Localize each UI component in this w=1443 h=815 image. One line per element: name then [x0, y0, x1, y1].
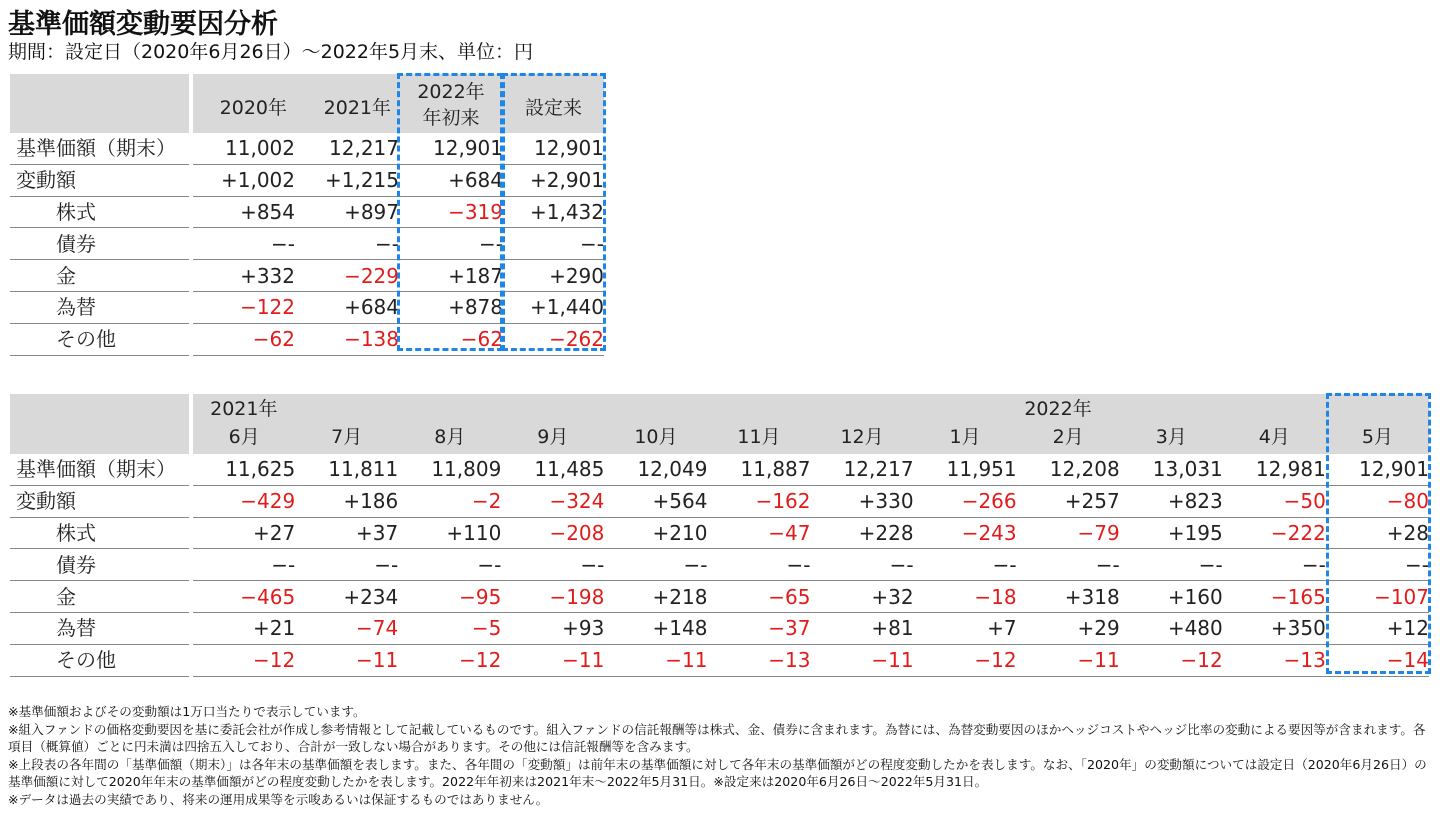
cell-value: −229	[295, 260, 399, 292]
row-label: 変動額	[10, 164, 191, 196]
cell-value: −-	[1326, 549, 1429, 581]
cell-value: 11,951	[914, 454, 1017, 485]
cell-value: +1,440	[503, 291, 604, 323]
cell-value: +234	[295, 581, 398, 613]
cell-value: −62	[191, 323, 295, 355]
cell-value: +2,901	[503, 164, 604, 196]
cell-value: 12,901	[503, 133, 604, 164]
cell-value: 13,031	[1120, 454, 1223, 485]
cell-value: 12,049	[604, 454, 707, 485]
cell-value: −13	[707, 644, 810, 676]
cell-value: 11,002	[191, 133, 295, 164]
month-header: 11月	[707, 422, 810, 454]
footnote-1: ※基準価額およびその変動額は1万口当たりで表示しています。	[8, 704, 366, 719]
table-2-row	[10, 612, 1429, 644]
cell-value: +318	[1017, 581, 1120, 613]
cell-value: −62	[399, 323, 503, 355]
row-label: 金	[10, 581, 191, 613]
table-1-row	[10, 133, 604, 164]
cell-value: +210	[604, 517, 707, 549]
table-2-row	[10, 581, 1429, 613]
cell-value: −12	[1120, 644, 1223, 676]
month-header: 3月	[1120, 422, 1223, 454]
table-1-row	[10, 196, 604, 228]
page-title: 基準価額変動要因分析	[8, 9, 278, 40]
cell-value: −266	[914, 485, 1017, 517]
table-1-row	[10, 291, 604, 323]
cell-value: −12	[914, 644, 1017, 676]
cell-value: +1,215	[295, 164, 399, 196]
cell-value: +684	[295, 291, 399, 323]
monthly-month-row	[10, 422, 1429, 454]
month-header: 5月	[1326, 422, 1429, 454]
cell-value: −319	[399, 196, 503, 228]
cell-value: +32	[811, 581, 914, 613]
cell-value: −-	[914, 549, 1017, 581]
cell-value: −-	[503, 228, 604, 260]
cell-value: −165	[1223, 581, 1326, 613]
cell-value: +160	[1120, 581, 1223, 613]
cell-value: −50	[1223, 485, 1326, 517]
cell-value: 11,485	[501, 454, 604, 485]
month-header: 8月	[398, 422, 501, 454]
cell-value: −198	[501, 581, 604, 613]
cell-value: −47	[707, 517, 810, 549]
annual-header-since-inception: 設定来	[503, 74, 604, 133]
cell-value: −-	[604, 549, 707, 581]
cell-value: −-	[398, 549, 501, 581]
table-2-row	[10, 517, 1429, 549]
cell-value: +897	[295, 196, 399, 228]
cell-value: −-	[1223, 549, 1326, 581]
cell-value: −-	[191, 549, 295, 581]
cell-value: 11,625	[191, 454, 295, 485]
cell-value: +81	[811, 612, 914, 644]
cell-value: −138	[295, 323, 399, 355]
cell-value: −2	[398, 485, 501, 517]
cell-value: −465	[191, 581, 295, 613]
footnote-2: ※組入ファンドの価格変動要因を基に委託会社が作成し参考情報として記載しているものです。組入ファンドの信託報酬等は株式、金、債券に含まれます。為替には、為替変動要因のほかヘッジコストやヘッジ比率の変動による要因等が含まれます。各項目（概算値）ごとに円未満は四捨五入しており、合計が一致しない場合があります。その他には信託報酬等を含みます。	[8, 721, 1426, 755]
cell-value: +110	[398, 517, 501, 549]
cell-value: −79	[1017, 517, 1120, 549]
cell-value: +7	[914, 612, 1017, 644]
cell-value: −107	[1326, 581, 1429, 613]
row-label: 変動額	[10, 485, 191, 517]
row-label: その他	[10, 644, 191, 676]
annual-header-ytd: 2022年 年初来	[399, 74, 503, 133]
cell-value: +93	[501, 612, 604, 644]
cell-value: +878	[399, 291, 503, 323]
cell-value: −162	[707, 485, 810, 517]
cell-value: −-	[399, 228, 503, 260]
cell-value: −-	[191, 228, 295, 260]
cell-value: +854	[191, 196, 295, 228]
cell-value: −11	[811, 644, 914, 676]
header-corner	[10, 394, 191, 454]
table-1-row	[10, 164, 604, 196]
cell-value: +330	[811, 485, 914, 517]
cell-value: −-	[707, 549, 810, 581]
row-label: その他	[10, 323, 191, 355]
table-2-row	[10, 644, 1429, 676]
cell-value: +564	[604, 485, 707, 517]
cell-value: 11,809	[398, 454, 501, 485]
annual-factor-table	[10, 74, 604, 356]
row-label: 債券	[10, 228, 191, 260]
table-2-row	[10, 485, 1429, 517]
cell-value: −11	[501, 644, 604, 676]
cell-value: 11,887	[707, 454, 810, 485]
cell-value: −-	[501, 549, 604, 581]
year-label-2022: 2022年	[914, 394, 1120, 422]
page-subtitle: 期間：設定日（2020年6月26日）～2022年5月末、単位：円	[8, 41, 534, 63]
annual-header-2021: 2021年	[295, 74, 399, 133]
cell-value: +187	[399, 260, 503, 292]
cell-value: +186	[295, 485, 398, 517]
cell-value: −-	[295, 228, 399, 260]
cell-value: 12,217	[811, 454, 914, 485]
row-label: 基準価額（期末）	[10, 133, 191, 164]
cell-value: −37	[707, 612, 810, 644]
cell-value: −122	[191, 291, 295, 323]
cell-value: +12	[1326, 612, 1429, 644]
cell-value: 12,217	[295, 133, 399, 164]
cell-value: −222	[1223, 517, 1326, 549]
cell-value: +257	[1017, 485, 1120, 517]
cell-value: −80	[1326, 485, 1429, 517]
row-label: 株式	[10, 196, 191, 228]
cell-value: −65	[707, 581, 810, 613]
cell-value: −12	[191, 644, 295, 676]
cell-value: +350	[1223, 612, 1326, 644]
cell-value: −18	[914, 581, 1017, 613]
month-header: 9月	[501, 422, 604, 454]
cell-value: −-	[1017, 549, 1120, 581]
month-header: 10月	[604, 422, 707, 454]
cell-value: +21	[191, 612, 295, 644]
row-label: 株式	[10, 517, 191, 549]
cell-value: +1,432	[503, 196, 604, 228]
month-header: 12月	[811, 422, 914, 454]
cell-value: −262	[503, 323, 604, 355]
cell-value: −74	[295, 612, 398, 644]
cell-value: +27	[191, 517, 295, 549]
table-1-row	[10, 260, 604, 292]
cell-value: −95	[398, 581, 501, 613]
year-label-2021: 2021年	[191, 394, 295, 422]
header-corner	[10, 74, 191, 133]
monthly-year-row	[10, 394, 1429, 422]
cell-value: 12,208	[1017, 454, 1120, 485]
cell-value: +332	[191, 260, 295, 292]
cell-value: +823	[1120, 485, 1223, 517]
cell-value: −11	[1017, 644, 1120, 676]
cell-value: −5	[398, 612, 501, 644]
row-label: 基準価額（期末）	[10, 454, 191, 485]
cell-value: +37	[295, 517, 398, 549]
annual-header-row	[10, 74, 604, 133]
cell-value: −14	[1326, 644, 1429, 676]
table-1-row	[10, 323, 604, 355]
table-2-row	[10, 454, 1429, 485]
month-header: 7月	[295, 422, 398, 454]
footnote-3: ※上段表の各年間の「基準価額（期末）」は各年末の基準価額を表します。また、各年間の「変動額」は前年末の基準価額に対して各年末の基準価額がどの程度変動したかを表します。なお、「2020年」の変動額については設定日（2020年6月26日）の基準価額に対して2020年年末の基準価額がどの程度変動したかを表します。2022年年初来は2021年末～2022年5月31日。※設定来は2020年6月26日～2022年5月31日。	[8, 756, 1427, 790]
row-label: 為替	[10, 291, 191, 323]
cell-value: +148	[604, 612, 707, 644]
table-1-row	[10, 228, 604, 260]
cell-value: −324	[501, 485, 604, 517]
cell-value: +684	[399, 164, 503, 196]
cell-value: −429	[191, 485, 295, 517]
cell-value: −-	[295, 549, 398, 581]
cell-value: 12,901	[399, 133, 503, 164]
row-label: 債券	[10, 549, 191, 581]
cell-value: +228	[811, 517, 914, 549]
cell-value: −208	[501, 517, 604, 549]
cell-value: 12,901	[1326, 454, 1429, 485]
cell-value: +218	[604, 581, 707, 613]
cell-value: −-	[811, 549, 914, 581]
cell-value: +195	[1120, 517, 1223, 549]
footnote-4: ※データは過去の実績であり、将来の運用成果等を示唆あるいは保証するものではありません。	[8, 791, 549, 807]
table-2-row	[10, 549, 1429, 581]
cell-value: −-	[1120, 549, 1223, 581]
annual-header-2020: 2020年	[191, 74, 295, 133]
cell-value: +480	[1120, 612, 1223, 644]
row-label: 金	[10, 260, 191, 292]
cell-value: −13	[1223, 644, 1326, 676]
cell-value: +290	[503, 260, 604, 292]
footnotes	[8, 703, 1436, 809]
cell-value: +29	[1017, 612, 1120, 644]
cell-value: 11,811	[295, 454, 398, 485]
month-header: 1月	[914, 422, 1017, 454]
monthly-factor-table	[10, 394, 1429, 677]
month-header: 4月	[1223, 422, 1326, 454]
cell-value: +1,002	[191, 164, 295, 196]
row-label: 為替	[10, 612, 191, 644]
month-header: 6月	[191, 422, 295, 454]
month-header: 2月	[1017, 422, 1120, 454]
cell-value: −243	[914, 517, 1017, 549]
cell-value: 12,981	[1223, 454, 1326, 485]
cell-value: +28	[1326, 517, 1429, 549]
cell-value: −11	[295, 644, 398, 676]
cell-value: −12	[398, 644, 501, 676]
cell-value: −11	[604, 644, 707, 676]
